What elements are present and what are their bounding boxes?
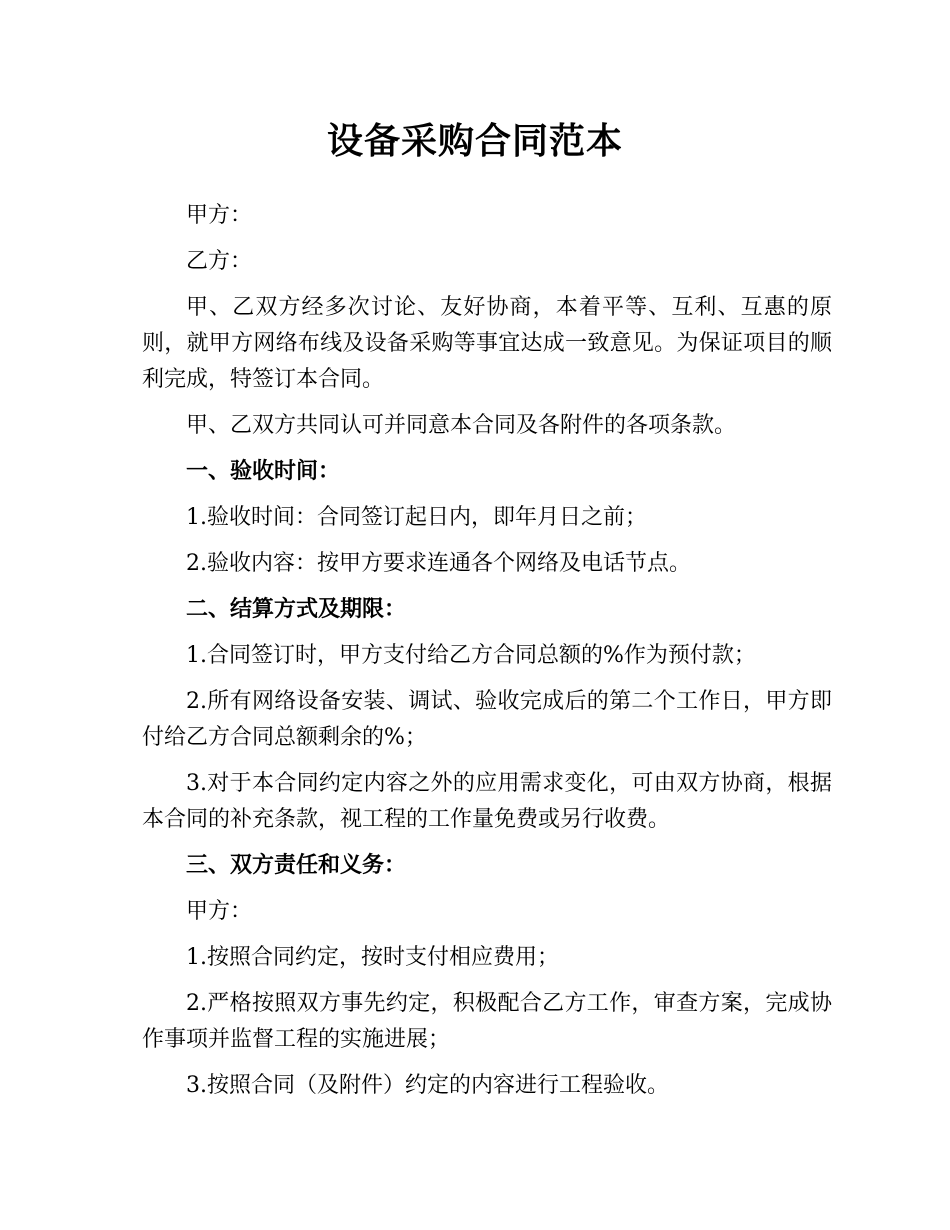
agreement-paragraph: 甲、乙双方共同认可并同意本合同及各附件的各项条款。 [186, 413, 737, 438]
document-title: 设备采购合同范本 [326, 121, 623, 162]
party-a-duty-1: 1.按照合同约定，按时支付相应费用； [186, 945, 559, 970]
party-a-label: 甲方： [186, 203, 253, 228]
party-a-duty-2: 2.严格按照双方事先约定，积极配合乙方工作，审查方案，完成协作事项并监督工程的实施进展； [142, 991, 832, 1052]
document-body [142, 198, 832, 1114]
section-heading-responsibilities: 三、双方责任和义务： [186, 853, 407, 878]
preamble-paragraph: 甲、乙双方经多次讨论、友好协商，本着平等、互利、互惠的原则，就甲方网络布线及设备采购等事宜达成一致意见。为保证项目的顺利完成，特签订本合同。 [142, 295, 832, 392]
acceptance-item-1: 1.验收时间：合同签订起日内，即年月日之前； [186, 505, 647, 530]
section-heading-acceptance: 一、验收时间： [186, 459, 341, 484]
section-heading-settlement: 二、结算方式及期限： [186, 597, 407, 622]
settlement-item-2: 2.所有网络设备安装、调试、验收完成后的第二个工作日，甲方即付给乙方合同总额剩余的%； [142, 689, 832, 750]
settlement-item-3: 3.对于本合同约定内容之外的应用需求变化，可由双方协商，根据本合同的补充条款，视工程的工作量免费或另行收费。 [142, 771, 832, 832]
party-a-duty-3: 3.按照合同（及附件）约定的内容进行工程验收。 [186, 1073, 669, 1098]
party-a-subheading: 甲方： [186, 899, 253, 924]
acceptance-item-2: 2.验收内容：按甲方要求连通各个网络及电话节点。 [186, 551, 691, 576]
party-b-label: 乙方： [186, 249, 253, 274]
settlement-item-1: 1.合同签订时，甲方支付给乙方合同总额的%作为预付款； [186, 643, 756, 668]
